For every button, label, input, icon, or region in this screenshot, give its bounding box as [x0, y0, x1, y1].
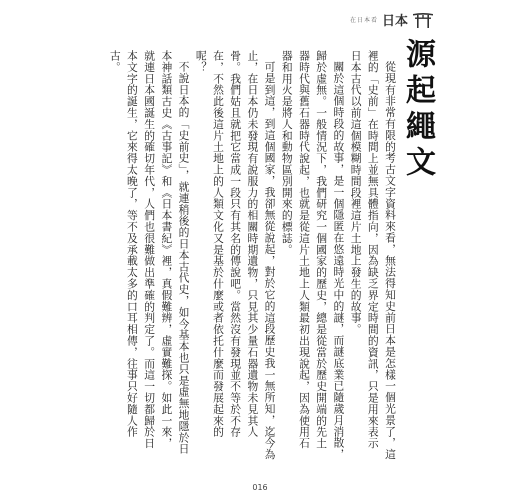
- torii-icon: [412, 12, 434, 28]
- header-series: 在日本看: [349, 17, 378, 24]
- paragraph: 不說日本的「史前史」，就連稍後的日本古代史，如今基本也只是虛無地隱於日本神話類古史《古事記》和《日本書紀》裡，真假難辨，虛實難探。如此一來，就連日本國誕生的確切年代，人們也很難做出準確的判定了。而這一切都歸於日本文字的誕生，它來得太晚了，等不及承載太多的口耳相傳，往事只好隨人作古。: [108, 50, 191, 455]
- paragraph: 關於這個時段的故事，是一個隱匿在悠遠時光中的謎，而謎底業已隨歲月消散，歸於虛無。一般情況下，我們研究一個國家的歷史，總是從當於歷史開端的先土器時代與舊石器時代說起，也就是從這片土地上人類最初出現說起，因為使用石器和用火是將人和動物區別開來的標誌。: [280, 50, 346, 460]
- running-header: [350, 10, 434, 29]
- body-text: [108, 50, 399, 460]
- paragraph: 從現有非常有限的考古文字資料來看，無法得知史前日本是怎樣一個光景了，這裡的「史前」在時間上並無具體指向，因為缺乏界定時間的資訊，只是用來表示日本古代以前這個模糊時間段裡這片土地上發生的故事。: [349, 50, 397, 460]
- chapter-title: 源起繩文: [400, 38, 435, 182]
- page-number: 016: [252, 483, 268, 492]
- paragraph: 可是到這，到這個國家，我卻無從說起，對於它的這段歷史我一無所知，迄今為止，在日本仍未發現有說服力的相關時期遺物，只見其少量石器遺物未見其人骨。我們姑且就把它當成一段只有其名的傳說吧。當然沒有發現並不等於不存在，不然此後這片土地上的人類文化又是基於什麼或者依托什麼而發展起來的呢？: [194, 50, 277, 460]
- header-title: 日本: [381, 14, 408, 29]
